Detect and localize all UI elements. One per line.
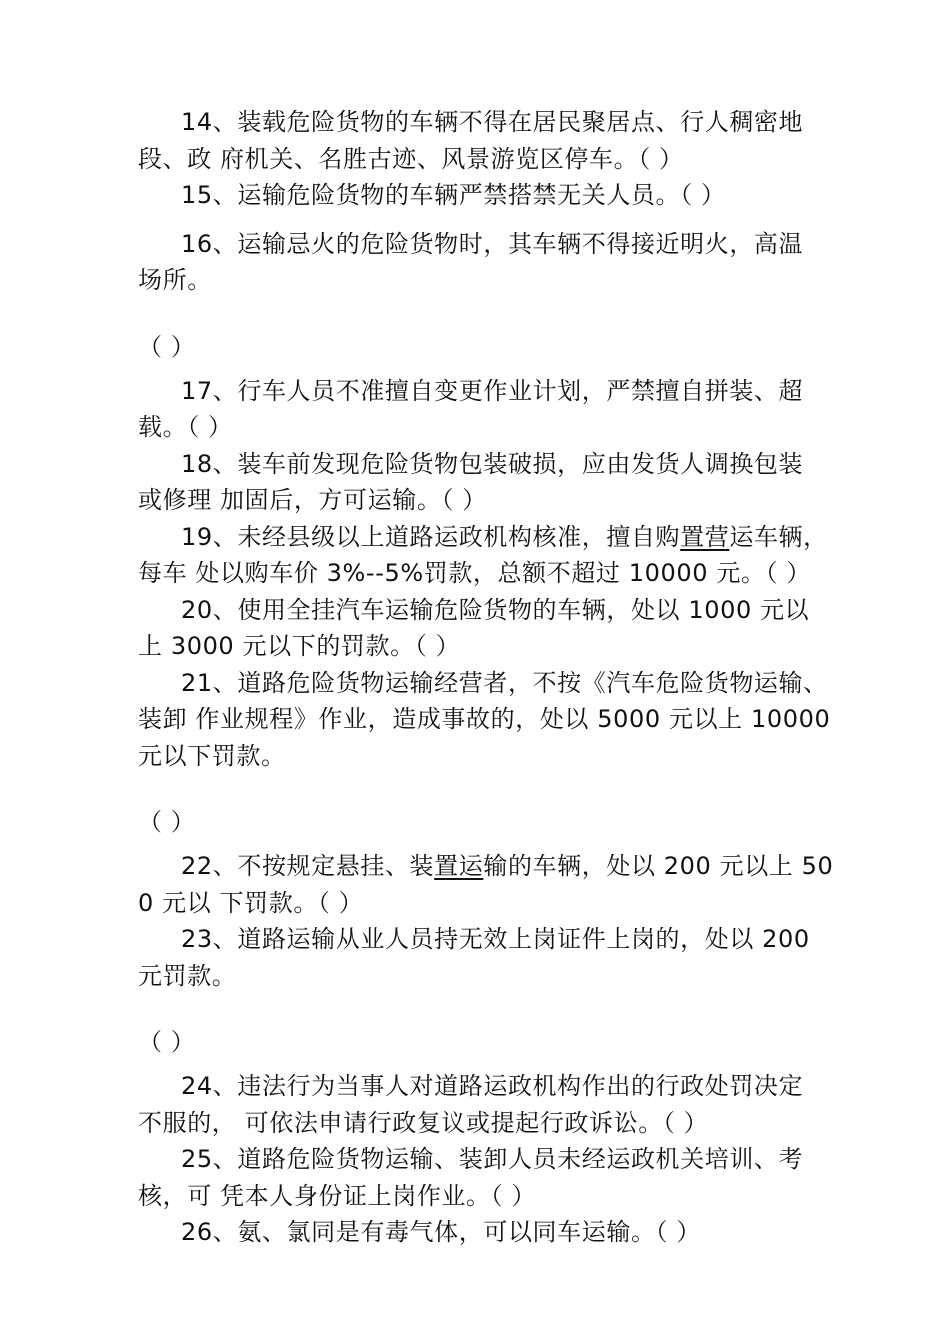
question-line: 不服的， 可依法申请行政复议或提起行政诉讼。（ ） xyxy=(138,1108,709,1137)
answer-blank: （ ） xyxy=(138,332,196,361)
question-15 xyxy=(138,177,838,214)
question-line: 0 元以 下罚款。（ ） xyxy=(138,888,364,917)
answer-blank: （ ） xyxy=(138,1028,196,1056)
question-line: 16、运输忌火的危险货物时，其车辆不得接近明火，高温 xyxy=(181,229,804,258)
question-line xyxy=(138,848,838,885)
underlined-text: 置运 xyxy=(434,852,484,880)
question-line: 15、运输危险货物的车辆严禁搭禁无关人员。（ ） xyxy=(181,181,726,209)
question-line: 元罚款。 xyxy=(138,961,237,990)
question-26 xyxy=(138,1214,838,1251)
question-line: 18、装车前发现危险货物包装破损，应由发货人调换包装 xyxy=(181,449,804,478)
question-text: 19、未经县级以上道路运政机构核准，擅自购 xyxy=(181,522,681,551)
question-line: 24、违法行为当事人对道路运政机构作出的行政处罚决定 xyxy=(181,1072,804,1100)
question-line: 或修理 加固后，方可运输。（ ） xyxy=(138,486,487,514)
question-line: 元以下罚款。 xyxy=(138,741,286,770)
question-14 xyxy=(138,104,838,177)
question-24 xyxy=(138,1068,838,1141)
question-line: 21、道路危险货物运输经营者，不按《汽车危险货物运输、 xyxy=(181,668,828,697)
question-line: 17、行车人员不准擅自变更作业计划，严禁擅自拼装、超 xyxy=(181,376,804,405)
question-line: 段、政 府机关、名胜古迹、风景游览区停车。（ ） xyxy=(138,144,684,173)
question-text: 运车辆， xyxy=(729,522,828,551)
answer-blank: （ ） xyxy=(138,808,196,836)
question-21 xyxy=(138,665,838,775)
question-17 xyxy=(138,373,838,446)
question-line: 14、装载危险货物的车辆不得在居民聚居点、行人稠密地 xyxy=(181,108,804,136)
question-22 xyxy=(138,848,838,921)
question-line xyxy=(138,519,838,556)
question-line: 25、道路危险货物运输、装卸人员未经运政机关培训、考 xyxy=(181,1145,804,1173)
question-line: 26、氨、氯同是有毒气体，可以同车运输。（ ） xyxy=(181,1218,701,1246)
question-line: 核，可 凭本人身份证上岗作业。（ ） xyxy=(138,1181,537,1210)
question-20 xyxy=(138,592,838,665)
question-25 xyxy=(138,1141,838,1214)
question-18 xyxy=(138,446,838,519)
underlined-text: 置营 xyxy=(680,522,730,551)
question-text: 输的车辆，处以 200 元以上 50 xyxy=(483,852,834,880)
question-line: 20、使用全挂汽车运输危险货物的车辆，处以 1000 元以 xyxy=(181,595,810,624)
question-line: 每车 处以购车价 3%--5%罚款，总额不超过 10000 元。（ ） xyxy=(138,559,811,587)
question-line: 场所。 xyxy=(138,266,212,294)
question-16 xyxy=(138,226,838,299)
document-page xyxy=(138,104,838,1251)
question-line: 装卸 作业规程》作业，造成事故的，处以 5000 元以上 10000 xyxy=(138,705,831,733)
question-text: 22、不按规定悬挂、装 xyxy=(181,852,435,880)
question-line: 23、道路运输从业人员持无效上岗证件上岗的，处以 200 xyxy=(181,925,810,953)
question-line: 载。（ ） xyxy=(138,413,233,441)
question-line: 上 3000 元以下的罚款。（ ） xyxy=(138,632,461,660)
question-19 xyxy=(138,519,838,592)
question-23 xyxy=(138,921,838,994)
